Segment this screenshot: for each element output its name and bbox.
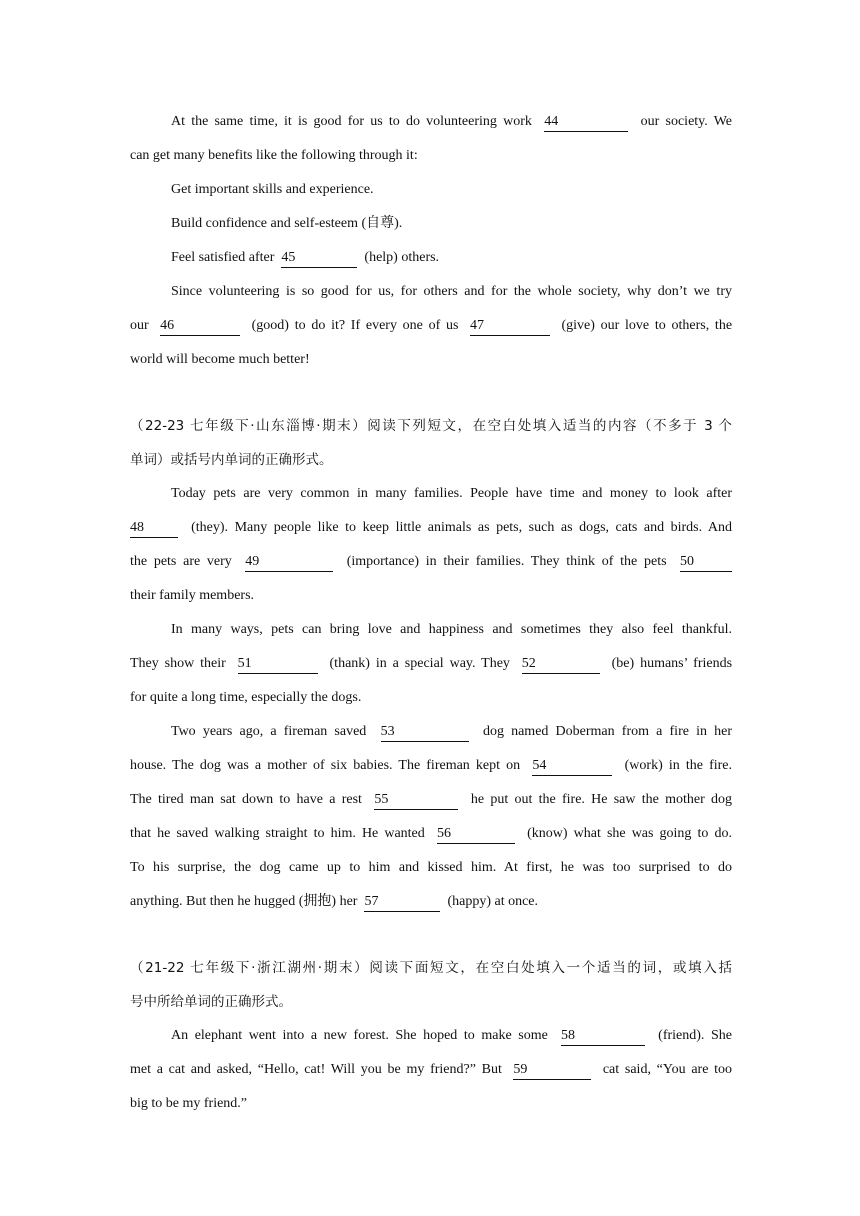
text: （22-23 七年级下·山东淄博·期末）阅读下列短文，在空白处填入适当的内容（不多于 3 个 bbox=[130, 418, 732, 434]
text: (know) what she was going to do. bbox=[527, 826, 732, 841]
text: (they). Many people like to keep little animals as pets, such as dogs, cats and birds. And bbox=[191, 520, 733, 535]
blank-54[interactable]: 54 bbox=[532, 758, 612, 776]
blank-57[interactable]: 57 bbox=[364, 894, 440, 912]
text: (be) humans’ friends bbox=[611, 656, 733, 671]
text: An elephant went into a new forest. She hoped to make some bbox=[171, 1028, 548, 1043]
paragraph-since-volunteering bbox=[130, 275, 732, 377]
blank-46[interactable]: 46 bbox=[160, 318, 240, 336]
text: world will become much better! bbox=[130, 352, 310, 367]
blank-45[interactable]: 45 bbox=[281, 250, 357, 268]
blank-55[interactable]: 55 bbox=[374, 792, 458, 810]
text: To his surprise, the dog came up to him and kissed him. At first, he was too surprised to do bbox=[130, 860, 732, 875]
blank-50[interactable]: 50 bbox=[680, 554, 732, 572]
text: Build confidence and self-esteem (自尊). bbox=[171, 216, 403, 231]
text: anything. But then he hugged (拥抱) her bbox=[130, 894, 358, 909]
text: Get important skills and experience. bbox=[171, 182, 374, 197]
text: Today pets are very common in many families. People have time and money to look after bbox=[171, 486, 732, 501]
text: Since volunteering is so good for us, for others and for the whole society, why don’t we try bbox=[171, 284, 732, 299]
text: he put out the fire. He saw the mother dog bbox=[470, 792, 733, 807]
text: (thank) in a special way. They bbox=[329, 656, 510, 671]
blank-51[interactable]: 51 bbox=[238, 656, 318, 674]
text: their family members. bbox=[130, 588, 255, 603]
text: the pets are very bbox=[130, 554, 232, 569]
paragraph-confidence bbox=[130, 207, 732, 241]
paragraph-fireman bbox=[130, 715, 732, 919]
text: cat said, “You are too bbox=[602, 1062, 733, 1077]
text: (help) others. bbox=[364, 250, 440, 265]
blank-47[interactable]: 47 bbox=[470, 318, 550, 336]
text: Feel satisfied after bbox=[171, 250, 275, 265]
paragraph-pets-common bbox=[130, 477, 732, 613]
text: met a cat and asked, “Hello, cat! Will you be my friend?” But bbox=[130, 1062, 502, 1077]
paragraph-skills bbox=[130, 173, 732, 207]
paragraph-satisfied bbox=[130, 241, 732, 275]
blank-48[interactable]: 48 bbox=[130, 520, 178, 538]
text: (happy) at once. bbox=[447, 894, 539, 909]
paragraph-volunteering-benefits bbox=[130, 105, 732, 173]
text: our society. We bbox=[640, 114, 733, 129]
text: The tired man sat down to have a rest bbox=[130, 792, 362, 807]
instruction-section-2 bbox=[130, 409, 732, 477]
text: big to be my friend.” bbox=[130, 1096, 248, 1111]
text: (give) our love to others, the bbox=[561, 318, 733, 333]
text: (work) in the fire. bbox=[624, 758, 733, 773]
instruction-section-3 bbox=[130, 951, 732, 1019]
text: can get many benefits like the following through it: bbox=[130, 148, 418, 163]
blank-44[interactable]: 44 bbox=[544, 114, 628, 132]
text: Two years ago, a fireman saved bbox=[171, 724, 367, 739]
text: for quite a long time, especially the dogs. bbox=[130, 690, 362, 705]
text: that he saved walking straight to him. He wanted bbox=[130, 826, 425, 841]
blank-49[interactable]: 49 bbox=[245, 554, 333, 572]
paragraph-pets-love bbox=[130, 613, 732, 715]
blank-53[interactable]: 53 bbox=[381, 724, 469, 742]
text: In many ways, pets can bring love and happiness and sometimes they also feel thankful. bbox=[171, 622, 732, 637]
text: house. The dog was a mother of six babies. The fireman kept on bbox=[130, 758, 521, 773]
blank-52[interactable]: 52 bbox=[522, 656, 600, 674]
text: (importance) in their families. They think of the pets bbox=[346, 554, 667, 569]
text: （21-22 七年级下·浙江湖州·期末）阅读下面短文，在空白处填入一个适当的词，或填入括 bbox=[130, 960, 732, 976]
text: They show their bbox=[130, 656, 226, 671]
text: (friend). She bbox=[658, 1028, 733, 1043]
text: At the same time, it is good for us to do volunteering work bbox=[171, 114, 532, 129]
blank-59[interactable]: 59 bbox=[513, 1062, 591, 1080]
text: 单词）或括号内单词的正确形式。 bbox=[130, 452, 333, 468]
text: 号中所给单词的正确形式。 bbox=[130, 994, 292, 1010]
text: our bbox=[130, 318, 149, 333]
paragraph-elephant bbox=[130, 1019, 732, 1121]
blank-58[interactable]: 58 bbox=[561, 1028, 645, 1046]
blank-56[interactable]: 56 bbox=[437, 826, 515, 844]
text: dog named Doberman from a fire in her bbox=[482, 724, 733, 739]
text: (good) to do it? If every one of us bbox=[251, 318, 459, 333]
